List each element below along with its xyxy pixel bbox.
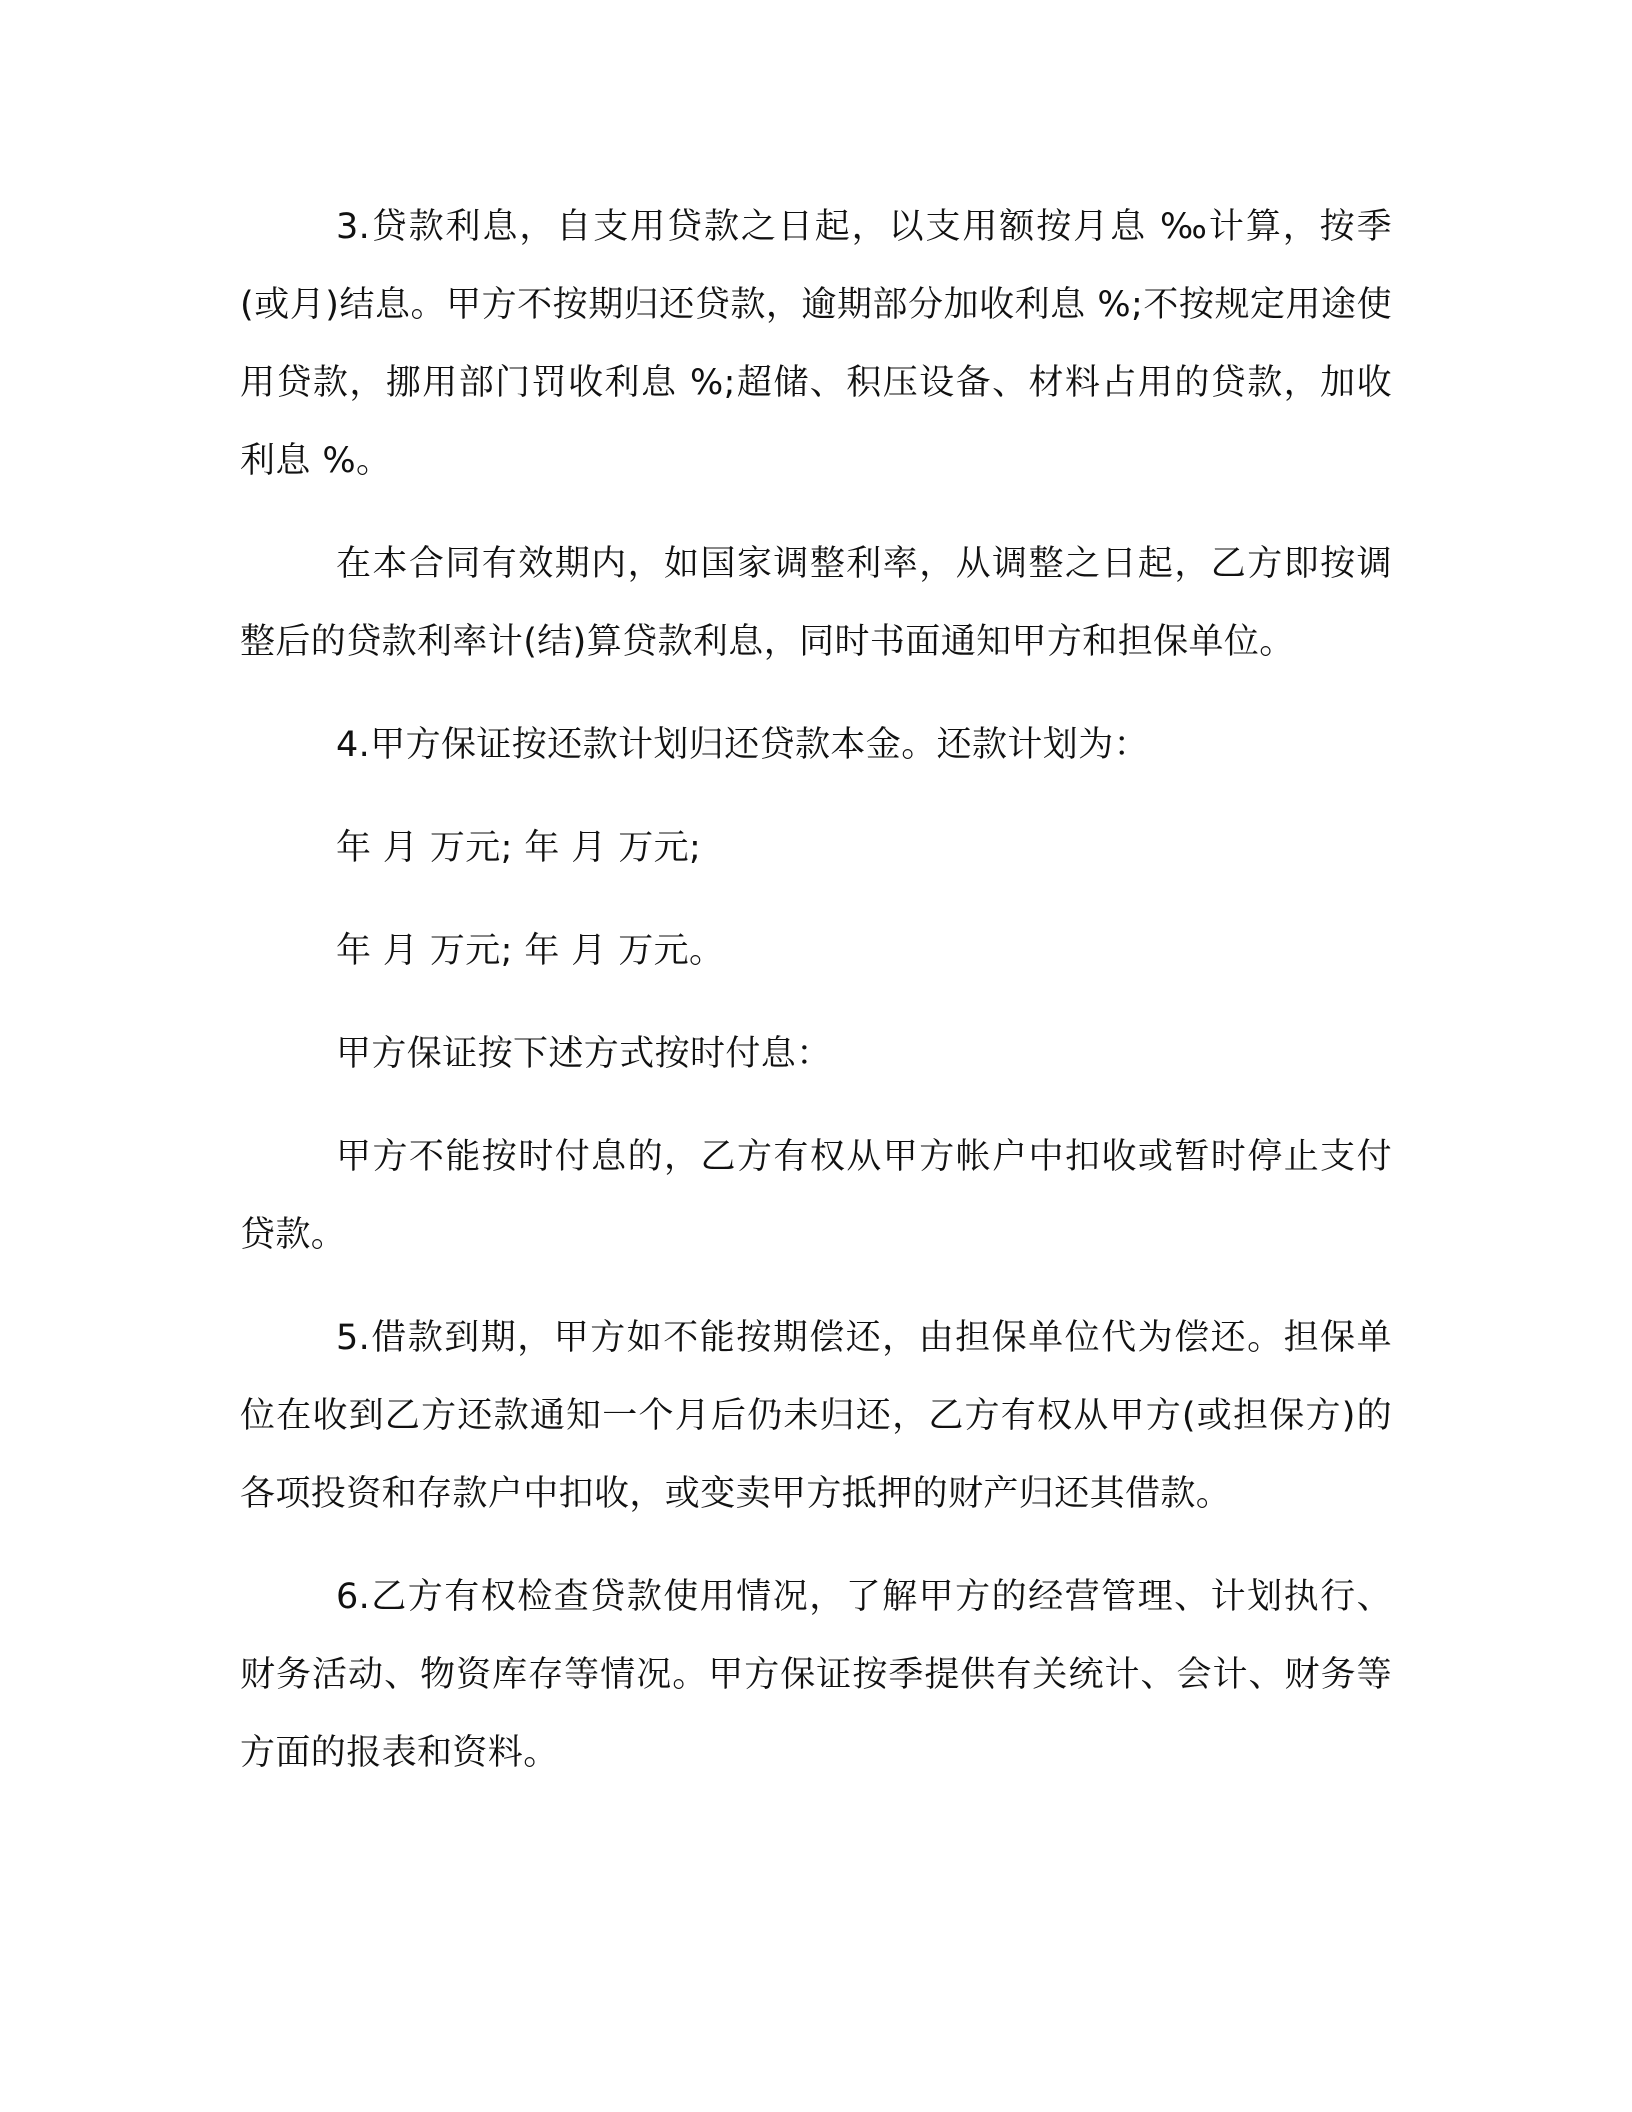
paragraph-repayment-plan: 4.甲方保证按还款计划归还贷款本金。还款计划为：	[336, 725, 1149, 765]
document-body	[240, 188, 1392, 1817]
paragraph-interest-clause: 3.贷款利息，自支用贷款之日起，以支用额按月息 ‰计算，按季(或月)结息。甲方不按期归还贷款，逾期部分加收利息 %;不按规定用途使用贷款，挪用部门罚收利息 %;超储、积压设备、材料占用的贷款，加收利息 %。	[240, 207, 1392, 481]
paragraph-interest-payment-method: 甲方保证按下述方式按时付息：	[336, 1034, 832, 1074]
paragraph-late-interest: 甲方不能按时付息的，乙方有权从甲方帐户中扣收或暂时停止支付贷款。	[240, 1137, 1392, 1255]
paragraph-rate-adjustment: 在本合同有效期内，如国家调整利率，从调整之日起，乙方即按调整后的贷款利率计(结)算贷款利息，同时书面通知甲方和担保单位。	[240, 544, 1392, 662]
paragraph-repayment-schedule-2: 年 月 万元; 年 月 万元。	[336, 931, 725, 971]
paragraph-loan-inspection: 6.乙方有权检查贷款使用情况，了解甲方的经营管理、计划执行、财务活动、物资库存等情况。甲方保证按季提供有关统计、会计、财务等方面的报表和资料。	[240, 1577, 1392, 1773]
paragraph-repayment-schedule-1: 年 月 万元; 年 月 万元;	[336, 828, 702, 868]
paragraph-loan-maturity: 5.借款到期，甲方如不能按期偿还，由担保单位代为偿还。担保单位在收到乙方还款通知一个月后仍未归还，乙方有权从甲方(或担保方)的各项投资和存款户中扣收，或变卖甲方抵押的财产归还其借款。	[240, 1318, 1392, 1514]
